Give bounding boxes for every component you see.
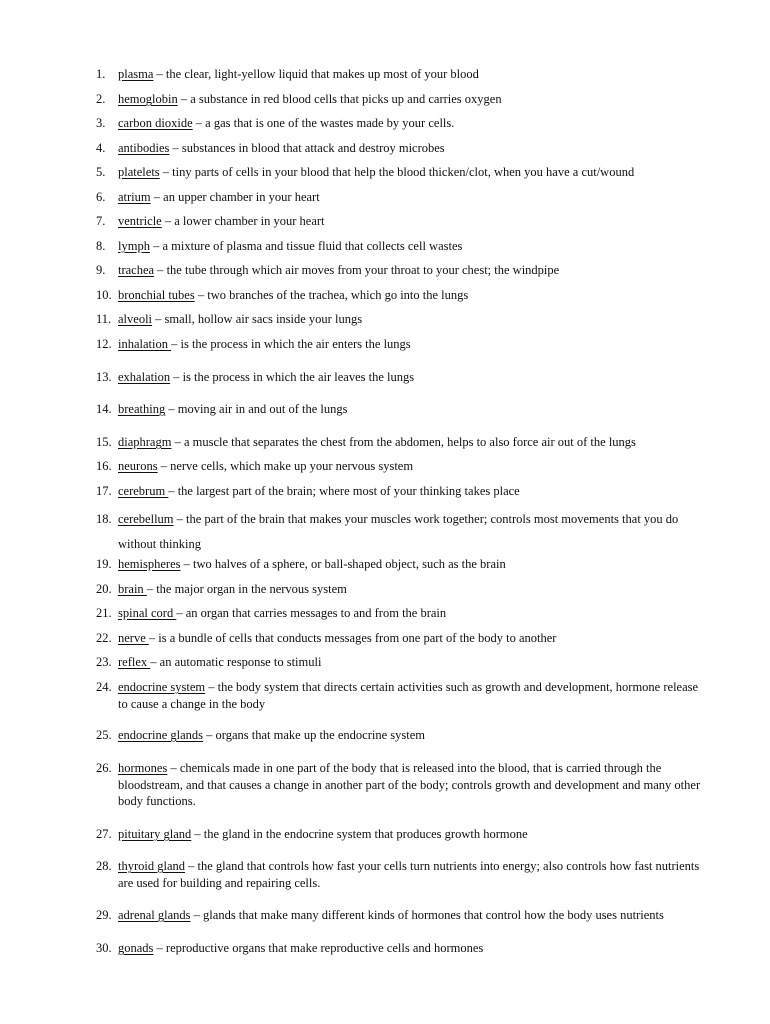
term: ventricle [118,214,162,228]
definition: – glands that make many different kinds of hormones that control how the body uses nutrients [190,908,664,922]
list-item [96,336,706,353]
definition: – a substance in red blood cells that picks up and carries oxygen [177,92,502,106]
list-item [96,238,706,255]
list-item [96,434,706,451]
item-number: 15. [96,435,112,449]
term: gonads [118,941,154,955]
term: pituitary gland [118,827,192,841]
term: adrenal glands [118,908,191,922]
definition: – a mixture of plasma and tissue fluid that collects cell wastes [149,239,463,253]
item-number: 27. [96,827,112,841]
list-item [96,940,706,957]
term: platelets [118,165,160,179]
list-item [96,66,706,83]
list-item [96,556,706,573]
definition: – the clear, light-yellow liquid that makes up most of your blood [153,67,479,81]
list-item [96,630,706,647]
list-item [96,189,706,206]
definition: – an organ that carries messages to and from the brain [176,606,447,620]
term: lymph [118,239,150,253]
definition: – the body system that directs certain activities such as growth and development, hormone release to cause a change in the body [118,680,699,711]
list-item [96,679,706,712]
item-number: 6. [96,190,106,204]
list-item [96,164,706,181]
definition: – tiny parts of cells in your blood that help the blood thicken/clot, when you have a cut/wound [159,165,635,179]
definition: – the major organ in the nervous system [146,582,347,596]
item-number: 20. [96,582,112,596]
term: antibodies [118,141,170,155]
list-item [96,213,706,230]
term: hormones [118,761,168,775]
item-number: 3. [96,116,106,130]
item-number: 2. [96,92,106,106]
list-item [96,507,706,556]
term: diaphragm [118,435,172,449]
item-number: 29. [96,908,112,922]
term: inhalation [118,337,172,351]
item-number: 1. [96,67,106,81]
definition: – substances in blood that attack and destroy microbes [169,141,445,155]
list-item [96,401,706,418]
item-number: 16. [96,459,112,473]
item-number: 22. [96,631,112,645]
term: spinal cord [118,606,177,620]
term: reflex [118,655,151,669]
definition: – an automatic response to stimuli [150,655,322,669]
definition: – reproductive organs that make reproductive cells and hormones [153,941,484,955]
definition: – the gland in the endocrine system that produces growth hormone [191,827,528,841]
list-item [96,262,706,279]
item-number: 18. [96,512,112,526]
item-number: 13. [96,370,112,384]
list-item [96,287,706,304]
definition: – moving air in and out of the lungs [165,402,348,416]
definition: – organs that make up the endocrine system [203,728,425,742]
term: plasma [118,67,154,81]
item-number: 24. [96,680,112,694]
item-number: 14. [96,402,112,416]
term: hemoglobin [118,92,178,106]
term: brain [118,582,147,596]
definition: – a muscle that separates the chest from the abdomen, helps to also force air out of the lungs [171,435,636,449]
list-item [96,858,706,891]
list-item [96,91,706,108]
term: cerebellum [118,512,174,526]
term: breathing [118,402,166,416]
term: alveoli [118,312,153,326]
definition: – the part of the brain that makes your muscles work together; controls most movements that you do without thinking [118,512,679,551]
list-item [96,140,706,157]
item-number: 9. [96,263,106,277]
term: nerve [118,631,149,645]
term: carbon dioxide [118,116,193,130]
list-item [96,369,706,386]
item-number: 25. [96,728,112,742]
definition: – nerve cells, which make up your nervous system [157,459,414,473]
item-number: 10. [96,288,112,302]
item-number: 12. [96,337,112,351]
term: hemispheres [118,557,181,571]
definition: – chemicals made in one part of the body that is released into the blood, that is carried through the bloodstream, and that causes a change in another part of the body; controls growth and development and many other body functions. [118,761,701,808]
definition: – the gland that controls how fast your cells turn nutrients into energy; also controls how fast nutrients are used for building and repairing cells. [118,859,700,890]
definition: – is a bundle of cells that conducts messages from one part of the body to another [148,631,557,645]
list-item [96,727,706,744]
list-item [96,458,706,475]
item-number: 19. [96,557,112,571]
term: exhalation [118,370,171,384]
definition: – the tube through which air moves from your throat to your chest; the windpipe [154,263,560,277]
item-number: 11. [96,312,112,326]
item-number: 4. [96,141,106,155]
term: atrium [118,190,151,204]
list-item [96,605,706,622]
item-number: 30. [96,941,112,955]
definition: – an upper chamber in your heart [150,190,320,204]
list-item [96,311,706,328]
list-item [96,826,706,843]
definition: – two halves of a sphere, or ball-shaped object, such as the brain [180,557,506,571]
item-number: 26. [96,761,112,775]
term: endocrine glands [118,728,204,742]
term: trachea [118,263,155,277]
definition: – two branches of the trachea, which go into the lungs [194,288,469,302]
term: thyroid gland [118,859,186,873]
definition: – a gas that is one of the wastes made by your cells. [192,116,455,130]
list-item [96,581,706,598]
item-number: 5. [96,165,106,179]
definition: – small, hollow air sacs inside your lungs [152,312,363,326]
term: cerebrum [118,484,169,498]
definition: – a lower chamber in your heart [161,214,325,228]
item-number: 21. [96,606,112,620]
term: bronchial tubes [118,288,195,302]
term: neurons [118,459,158,473]
definition: – is the process in which the air leaves the lungs [170,370,415,384]
list-item [96,115,706,132]
list-item [96,654,706,671]
item-number: 7. [96,214,106,228]
list-item [96,760,706,810]
item-number: 8. [96,239,106,253]
item-number: 17. [96,484,112,498]
definition: – the largest part of the brain; where most of your thinking takes place [168,484,520,498]
definition: – is the process in which the air enters the lungs [171,337,411,351]
item-number: 28. [96,859,112,873]
list-item [96,907,706,924]
list-item [96,483,706,500]
item-number: 23. [96,655,112,669]
term: endocrine system [118,680,206,694]
